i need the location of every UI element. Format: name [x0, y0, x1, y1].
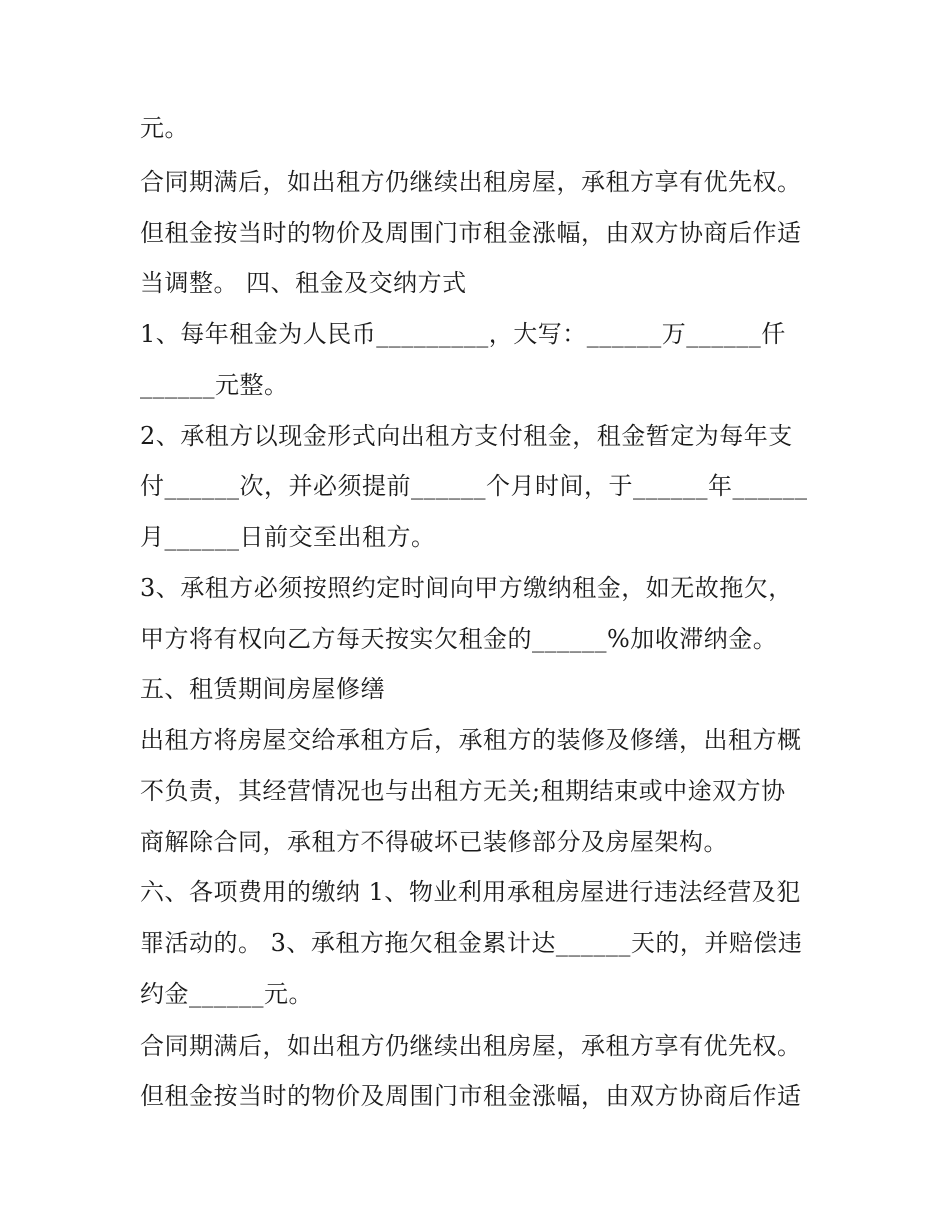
- text-line: 合同期满后，如出租方仍继续出租房屋，承租方享有优先权。: [140, 168, 802, 196]
- text-line: 3、承租方必须按照约定时间向甲方缴纳租金，如无故拖欠，: [140, 574, 793, 602]
- text-line: 甲方将有权向乙方每天按实欠租金的______%加收滞纳金。: [140, 625, 778, 653]
- text-line: 当调整。 四、租金及交纳方式: [140, 269, 467, 297]
- text-line: 但租金按当时的物价及周围门市租金涨幅，由双方协商后作适: [140, 219, 802, 247]
- text-line: 不负责，其经营情况也与出租方无关;租期结束或中途双方协: [140, 777, 786, 805]
- text-line: 六、各项费用的缴纳 1、物业利用承租房屋进行违法经营及犯: [140, 878, 801, 906]
- text-line: 罪活动的。 3、承租方拖欠租金累计达______天的，并赔偿违: [140, 929, 803, 957]
- text-line: 元。: [140, 114, 189, 142]
- text-line: 月______日前交至出租方。: [140, 523, 436, 551]
- text-line: 但租金按当时的物价及周围门市租金涨幅，由双方协商后作适: [140, 1082, 802, 1110]
- text-line: 约金______元。: [140, 980, 313, 1008]
- text-line: ______元整。: [140, 371, 289, 399]
- text-line: 2、承租方以现金形式向出租方支付租金，租金暂定为每年支: [140, 422, 793, 450]
- section-heading: 五、租赁期间房屋修缮: [140, 675, 385, 703]
- text-line: 付______次，并必须提前______个月时间，于______年______: [140, 472, 808, 500]
- text-line: 1、每年租金为人民币_________，大写：______万______仟: [140, 320, 786, 348]
- text-line: 合同期满后，如出租方仍继续出租房屋，承租方享有优先权。: [140, 1032, 802, 1060]
- text-line: 商解除合同，承租方不得破坏已装修部分及房屋架构。: [140, 828, 728, 856]
- text-line: 出租方将房屋交给承租方后，承租方的装修及修缮，出租方概: [140, 726, 802, 754]
